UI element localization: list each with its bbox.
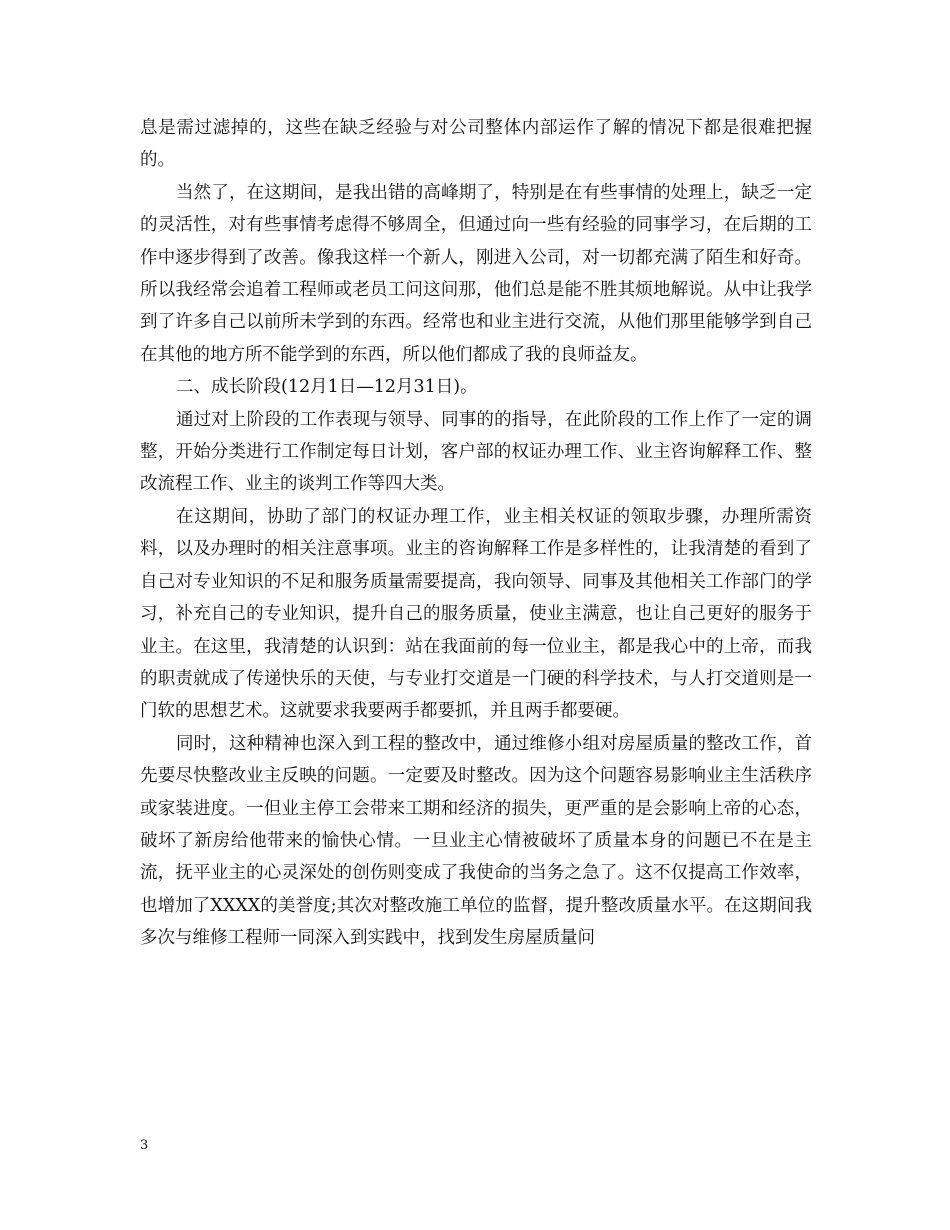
paragraph-work-adjustment: 通过对上阶段的工作表现与领导、同事的的指导，在此阶段的工作上作了一定的调整，开始分类进行工作制定每日计划，客户部的权证办理工作、业主咨询解释工作、整改流程工作、业主的谈判工作等四大类。 [140,409,812,495]
paragraph-continuation: 息是需过滤掉的，这些在缺乏经验与对公司整体内部运作了解的情况下都是很难把握的。 [140,118,812,171]
paragraph-learning-period: 当然了，在这期间，是我出错的高峰期了，特别是在有些事情的处理上，缺乏一定的灵活性，对有些事情考虑得不够周全，但通过向一些有经验的同事学习，在后期的工作中逐步得到了改善。像我这样一个新人，刚进入公司，对一切都充满了陌生和好奇。所以我经常会追着工程师或老员工问这问那，他们总是能不胜其烦地解说。从中让我学到了许多自己以前所未学到的东西。经常也和业主进行交流，从他们那里能够学到自己在其他的地方所不能学到的东西，所以他们都成了我的良师益友。 [140,182,812,365]
paragraph-rectification-work: 同时，这种精神也深入到工程的整改中，通过维修小组对房屋质量的整改工作，首先要尽快整改业主反映的问题。一定要及时整改。因为这个问题容易影响业主生活秩序或家装进度。一但业主停工会带来工期和经济的损失，更严重的是会影响上帝的心态，破坏了新房给他带来的愉快心情。一旦业主心情被破坏了质量本身的问题已不在是主流，抚平业主的心灵深处的创伤则变成了我使命的当务之急了。这不仅提高工作效率，也增加了XXXX的美誉度;其次对整改施工单位的监督，提升整改质量水平。在这期间我多次与维修工程师一同深入到实践中，找到发生房屋质量问 [140,733,812,949]
section-heading-growth-stage: 二、成长阶段(12月1日—12月31日)。 [176,377,478,398]
paragraph-certificate-work: 在这期间，协助了部门的权证办理工作，业主相关权证的领取步骤，办理所需资料，以及办理时的相关注意事项。业主的咨询解释工作是多样性的，让我清楚的看到了自己对专业知识的不足和服务质量需要提高，我向领导、同事及其他相关工作部门的学习，补充自己的专业知识，提升自己的服务质量，使业主满意，也让自己更好的服务于业主。在这里，我清楚的认识到：站在我面前的每一位业主，都是我心中的上帝，而我的职责就成了传递快乐的天使，与专业打交道是一门硬的科学技术，与人打交道则是一门软的思想艺术。这就要求我要两手都要抓，并且两手都要硬。 [140,506,812,722]
page-number: 3 [140,1138,149,1153]
body-text [140,112,812,955]
